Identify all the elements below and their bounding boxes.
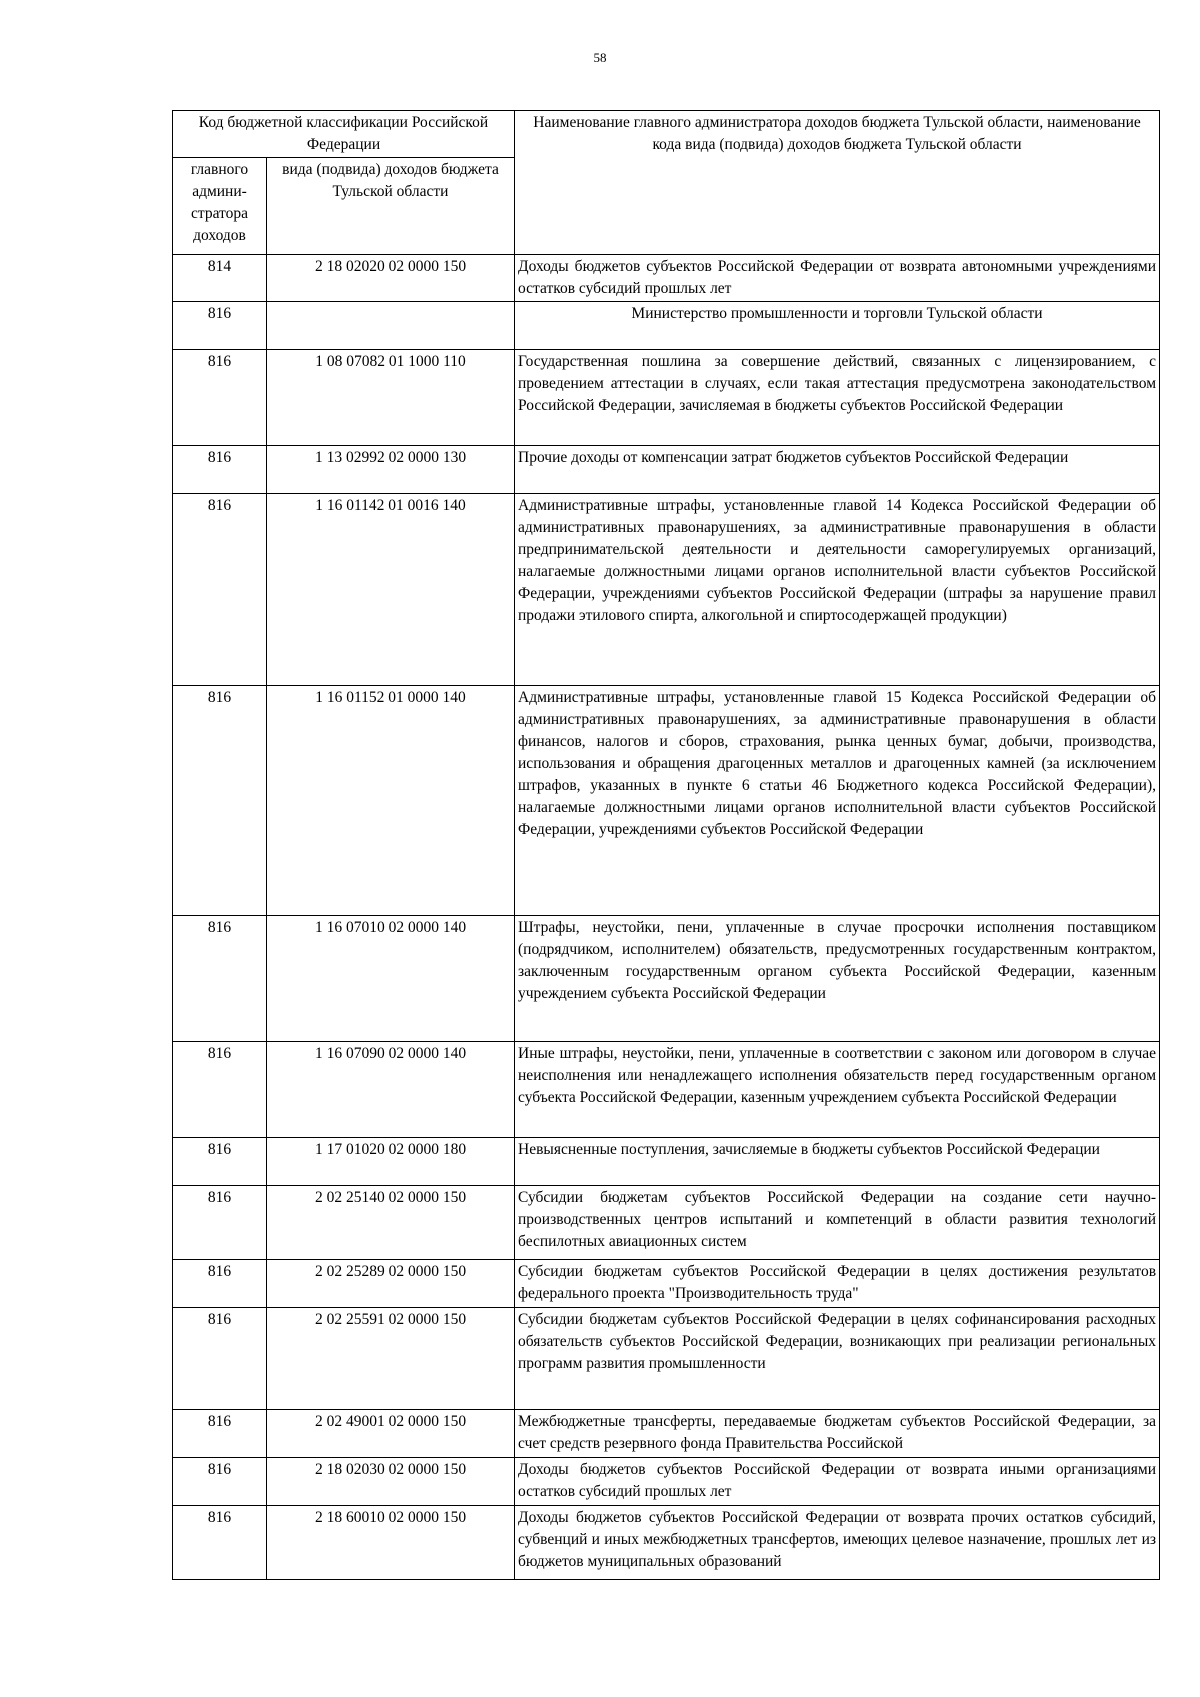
income-code-cell: 1 16 07090 02 0000 140	[267, 1042, 515, 1138]
income-code-cell: 2 02 49001 02 0000 150	[267, 1410, 515, 1458]
income-code-cell: 2 18 60010 02 0000 150	[267, 1506, 515, 1580]
income-name-cell: Доходы бюджетов субъектов Российской Федерации от возврата иными организациями остатков субсидий прошлых лет	[515, 1458, 1160, 1506]
income-name-cell: Субсидии бюджетам субъектов Российской Федерации в целях софинансирования расходных обязательств субъектов Российской Федерации, возникающих при реализации региональных программ развития промышленности	[515, 1308, 1160, 1410]
table-row	[173, 302, 1160, 350]
income-code-cell: 2 02 25140 02 0000 150	[267, 1186, 515, 1260]
income-code-cell: 2 02 25289 02 0000 150	[267, 1260, 515, 1308]
admin-code-cell: 816	[173, 686, 267, 916]
income-name-cell: Доходы бюджетов субъектов Российской Федерации от возврата автономными учреждениями остатков субсидий прошлых лет	[515, 255, 1160, 302]
kbk-group-header: Код бюджетной классификации Российской Федерации	[173, 111, 515, 158]
table-row	[173, 1410, 1160, 1458]
income-code-cell: 2 02 25591 02 0000 150	[267, 1308, 515, 1410]
income-name-cell: Государственная пошлина за совершение действий, связанных с лицензированием, с проведением аттестации в случаях, если такая аттестация предусмотрена законодательством Российской Федерации, зачисляемая в бюджеты субъектов Российской Федерации	[515, 350, 1160, 446]
admin-code-cell: 816	[173, 350, 267, 446]
budget-classification-table	[172, 110, 1160, 1580]
table-row	[173, 1260, 1160, 1308]
table-row	[173, 1458, 1160, 1506]
admin-code-cell: 816	[173, 1308, 267, 1410]
admin-code-cell: 816	[173, 494, 267, 686]
income-code-cell: 1 17 01020 02 0000 180	[267, 1138, 515, 1186]
income-code-cell: 1 16 01142 01 0016 140	[267, 494, 515, 686]
name-column-header: Наименование главного администратора доходов бюджета Тульской области, наименование кода вида (подвида) доходов бюджета Тульской области	[515, 111, 1160, 255]
income-code-cell: 2 18 02030 02 0000 150	[267, 1458, 515, 1506]
income-code-cell: 1 16 07010 02 0000 140	[267, 916, 515, 1042]
table-row	[173, 1506, 1160, 1580]
income-name-cell: Доходы бюджетов субъектов Российской Федерации от возврата прочих остатков субсидий, субвенций и иных межбюджетных трансфертов, имеющих целевое назначение, прошлых лет из бюджетов муниципальных образований	[515, 1506, 1160, 1580]
admin-code-cell: 816	[173, 1260, 267, 1308]
admin-code-cell: 816	[173, 1042, 267, 1138]
page-number: 58	[593, 50, 607, 65]
income-name-cell: Прочие доходы от компенсации затрат бюджетов субъектов Российской Федерации	[515, 446, 1160, 494]
admin-code-cell: 814	[173, 255, 267, 302]
table-row	[173, 1042, 1160, 1138]
income-code-cell: 1 13 02992 02 0000 130	[267, 446, 515, 494]
income-name-cell: Субсидии бюджетам субъектов Российской Федерации на создание сети научно-производственных центров испытаний и компетенций в области развития технологий беспилотных авиационных систем	[515, 1186, 1160, 1260]
admin-code-cell: 816	[173, 1458, 267, 1506]
income-code-cell: 1 08 07082 01 1000 110	[267, 350, 515, 446]
table-row	[173, 494, 1160, 686]
income-name-cell: Иные штрафы, неустойки, пени, уплаченные в соответствии с законом или договором в случае неисполнения или ненадлежащего исполнения обязательств перед государственным органом субъекта Российской Федерации, казенным учреждением субъекта Российской Федерации	[515, 1042, 1160, 1138]
admin-code-cell: 816	[173, 1506, 267, 1580]
table-row	[173, 255, 1160, 302]
income-name-cell: Невыясненные поступления, зачисляемые в бюджеты субъектов Российской Федерации	[515, 1138, 1160, 1186]
income-name-cell: Штрафы, неустойки, пени, уплаченные в случае просрочки исполнения поставщиком (подрядчиком, исполнителем) обязательств, предусмотренных государственным контрактом, заключенным государственным органом субъекта Российской Федерации, казенным учреждением субъекта Российской Федерации	[515, 916, 1160, 1042]
admin-code-cell: 816	[173, 1138, 267, 1186]
income-name-cell: Субсидии бюджетам субъектов Российской Федерации в целях достижения результатов федерального проекта "Производительность труда"	[515, 1260, 1160, 1308]
table-row	[173, 350, 1160, 446]
table-row	[173, 916, 1160, 1042]
admin-code-cell: 816	[173, 916, 267, 1042]
admin-code-cell: 816	[173, 1186, 267, 1260]
table-row	[173, 686, 1160, 916]
income-code-cell	[267, 302, 515, 350]
table-row	[173, 1308, 1160, 1410]
admin-code-cell: 816	[173, 1410, 267, 1458]
administrator-name-cell: Министерство промышленности и торговли Тульской области	[515, 302, 1160, 350]
income-code-column-header: вида (подвида) доходов бюджета Тульской области	[267, 158, 515, 255]
table-row	[173, 1186, 1160, 1260]
income-code-cell: 1 16 01152 01 0000 140	[267, 686, 515, 916]
table-row	[173, 446, 1160, 494]
admin-code-cell: 816	[173, 302, 267, 350]
admin-code-cell: 816	[173, 446, 267, 494]
income-name-cell: Административные штрафы, установленные главой 15 Кодекса Российской Федерации об административных правонарушениях, за административные правонарушения в области финансов, налогов и сборов, страхования, рынка ценных бумаг, добычи, производства, использования и обращения драгоценных металлов и драгоценных камней (за исключением штрафов, указанных в пункте 6 статьи 46 Бюджетного кодекса Российской Федерации), налагаемые должностными лицами органов исполнительной власти субъектов Российской Федерации, учреждениями субъектов Российской Федерации	[515, 686, 1160, 916]
admin-column-header: главного админи-стратора доходов	[173, 158, 267, 255]
income-name-cell: Административные штрафы, установленные главой 14 Кодекса Российской Федерации об административных правонарушениях, за административные правонарушения в области предпринимательской деятельности и деятельности саморегулируемых организаций, налагаемые должностными лицами органов исполнительной власти субъектов Российской Федерации, учреждениями субъектов Российской Федерации (штрафы за нарушение правил продажи этилового спирта, алкогольной и спиртосодержащей продукции)	[515, 494, 1160, 686]
income-name-cell: Межбюджетные трансферты, передаваемые бюджетам субъектов Российской Федерации, за счет средств резервного фонда Правительства Российской	[515, 1410, 1160, 1458]
income-code-cell: 2 18 02020 02 0000 150	[267, 255, 515, 302]
table-row	[173, 1138, 1160, 1186]
